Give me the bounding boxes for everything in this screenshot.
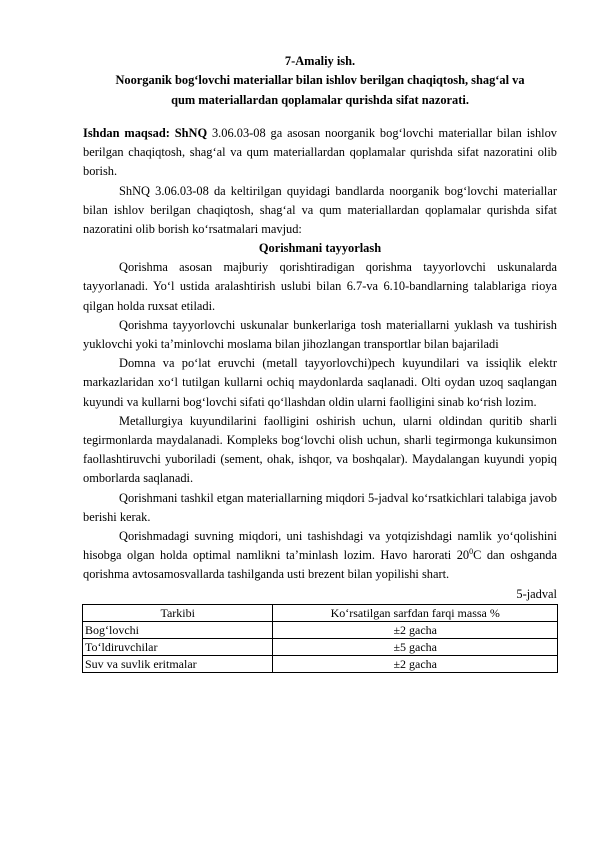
degree-superscript: 0 — [469, 547, 474, 557]
composition-table — [82, 604, 558, 673]
table-label: 5-jadval — [516, 586, 557, 601]
table-cell-deviation: ±2 gacha — [273, 655, 558, 672]
table-row — [83, 655, 558, 672]
body-paragraph: Qorishma tayyorlovchi uskunalar bunkerlariga tosh materiallarni yuklash va tushirish yuklovchi yoki ta’minlovchi moslama bilan jihozlangan transportlar bilan bajariladi — [83, 317, 557, 352]
document-subtitle-line-1: Noorganik bog‘lovchi materiallar bilan ishlov berilgan chaqiqtosh, shag‘al va — [115, 73, 525, 87]
table-cell-component: Suv va suvlik eritmalar — [83, 655, 273, 672]
body-paragraph-temperature — [83, 527, 557, 585]
section-title: Qorishmani tayyorlash — [258, 241, 382, 256]
table-row — [83, 638, 558, 655]
purpose-label: Ishdan maqsad: ShNQ — [83, 126, 208, 140]
body-paragraph: Domna va po‘lat eruvchi (metall tayyorlovchi)pech kuyundilari va issiqlik elektr markazlaridan xo‘l tutilgan kullarni ochiq maydonlarda saqlanadi. Olti oydan uzoq saqlangan kuyundi va kullarni bog‘lovchi sifati qo‘llashdan oldin ularni faolligini sinab ko‘rish lozim. — [83, 356, 557, 409]
body-paragraph: Metallurgiya kuyundilarini faolligini oshirish uchun, ularni oldindan quritib sharli tegirmonlarda maydalanadi. Kompleks bog‘lovchi olish uchun, sharli tegirmonga kukunsimon faollashtiruvchi yuboriladi (sement, ohak, ishqor, va boshqalar). Maydalangan kuyundi yopiq omborlarda saqlanadi. — [83, 413, 557, 486]
purpose-text: 3.06.03-08 ga asosan noorganik bog‘lovchi materiallar bilan ishlov berilgan chaqiqtosh, shag‘al va qum materiallardan qoplamalar qurishda sifat nazoratini olib borish. — [83, 126, 557, 179]
table-header-cell: Ko‘rsatilgan sarfdan farqi massa % — [273, 604, 558, 621]
table-cell-deviation: ±5 gacha — [273, 638, 558, 655]
table-header-row — [83, 604, 558, 621]
table-header-cell: Tarkibi — [83, 604, 273, 621]
intro-paragraph: ShNQ 3.06.03-08 da keltirilgan quyidagi bandlarda noorganik bog‘lovchi materiallar bilan ishlov berilgan chaqiqtosh, shag‘al va qum materiallardan qoplamalar qurishda sifat nazoratini olib borish ko‘rsatmalari mavjud: — [83, 183, 557, 237]
table-cell-deviation: ±2 gacha — [273, 621, 558, 638]
document-subtitle-line-2: qum materiallardan qoplamalar qurishda sifat nazorati. — [171, 93, 469, 107]
temperature-text-before: Qorishmadagi suvning miqdori, uni tashishdagi va yotqizishdagi namlik yo‘qolishini hisobga olgan holda optimal namlikni ta’minlash lozim. Havo harorati 20 — [83, 529, 557, 563]
body-paragraph: Qorishma asosan majburiy qorishtiradigan qorishma tayyorlovchi uskunalarda tayyorlanadi. Yo‘l ustida aralashtirish uslubi bilan 6.7-va 6.10-bandlarning talablariga rioya qilgan holda ruxsat etiladi. — [83, 260, 557, 313]
document-page — [83, 52, 557, 673]
purpose-paragraph — [83, 124, 557, 182]
temperature-text-after: C dan oshganda qorishma avtosamosvallarda tashilganda usti brezent bilan yopilishi shart. — [83, 548, 557, 582]
document-title: 7-Amaliy ish. — [284, 54, 356, 68]
table-cell-component: Bog‘lovchi — [83, 621, 273, 638]
table-cell-component: To‘ldiruvchilar — [83, 638, 273, 655]
table-row — [83, 621, 558, 638]
body-paragraph: Qorishmani tashkil etgan materiallarning miqdori 5-jadval ko‘rsatkichlari talabiga javob berishi kerak. — [83, 490, 557, 524]
